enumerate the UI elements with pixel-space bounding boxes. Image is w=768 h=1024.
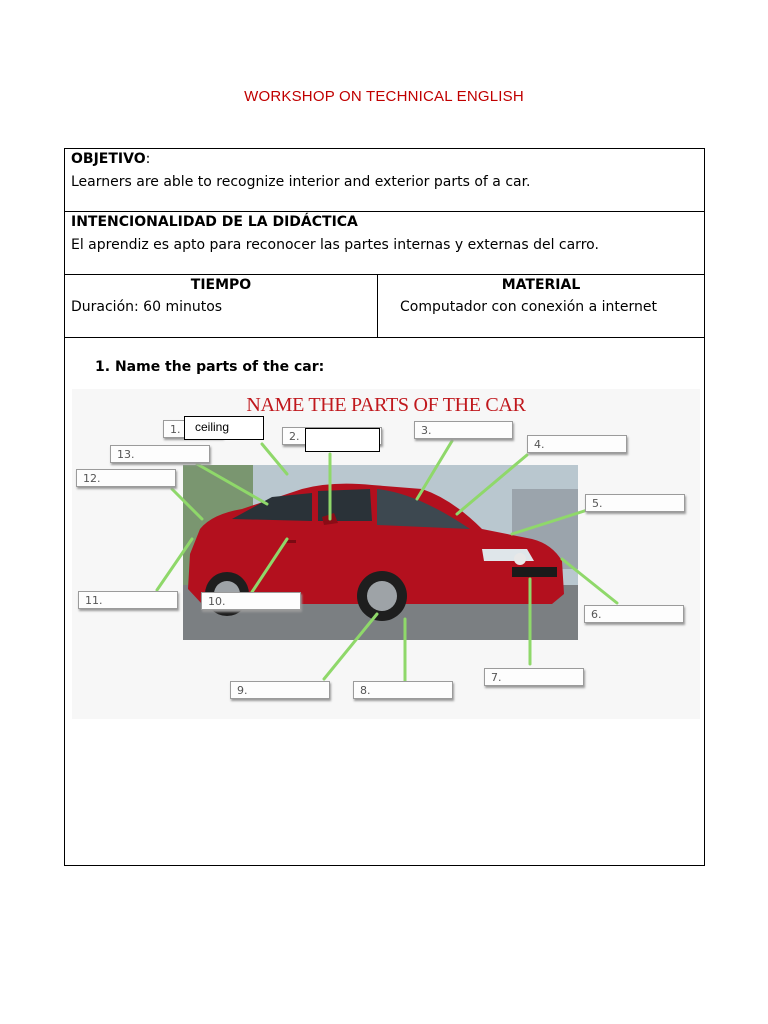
objective-row: OBJETIVO: Learners are able to recognize interior and exterior parts of a car. bbox=[65, 149, 704, 212]
label-9: 9. bbox=[230, 681, 330, 699]
answer-field-1[interactable]: ceiling bbox=[184, 416, 264, 440]
time-cell bbox=[65, 275, 377, 337]
logo bbox=[514, 553, 526, 565]
material-cell bbox=[378, 275, 704, 337]
page-title: WORKSHOP ON TECHNICAL ENGLISH bbox=[244, 88, 524, 105]
label-6: 6. bbox=[584, 605, 684, 623]
label-13: 13. bbox=[110, 445, 210, 463]
didactic-text: El aprendiz es apto para reconocer las partes internas y externas del carro. bbox=[71, 237, 599, 253]
label-2: 2. bbox=[282, 427, 382, 445]
time-material-row bbox=[65, 275, 704, 338]
car-parts-worksheet bbox=[72, 389, 700, 719]
label-12: 12. bbox=[76, 469, 176, 487]
question-1: 1. Name the parts of the car: bbox=[95, 359, 325, 375]
didactic-row bbox=[65, 212, 704, 275]
headlight bbox=[482, 549, 534, 561]
label-3: 3. bbox=[414, 421, 513, 439]
label-1: 1. bbox=[163, 420, 223, 438]
answer-field-2[interactable] bbox=[305, 428, 380, 452]
label-10: 10. bbox=[201, 592, 301, 610]
label-7: 7. bbox=[484, 668, 584, 686]
label-4: 4. bbox=[527, 435, 627, 453]
grille bbox=[512, 567, 557, 577]
time-value: Duración: 60 minutos bbox=[71, 299, 223, 315]
worksheet-title: NAME THE PARTS OF THE CAR bbox=[246, 394, 526, 416]
objective-label: OBJETIVO bbox=[71, 151, 146, 167]
objective-text: Learners are able to recognize interior and exterior parts of a car. bbox=[71, 174, 531, 190]
label-8: 8. bbox=[353, 681, 453, 699]
time-label: TIEMPO bbox=[190, 277, 252, 293]
label-5: 5. bbox=[585, 494, 685, 512]
material-value: Computador con conexión a internet bbox=[400, 299, 657, 315]
didactic-label: INTENCIONALIDAD DE LA DIDÁCTICA bbox=[71, 214, 358, 230]
label-11: 11. bbox=[78, 591, 178, 609]
material-label: MATERIAL bbox=[501, 277, 581, 293]
